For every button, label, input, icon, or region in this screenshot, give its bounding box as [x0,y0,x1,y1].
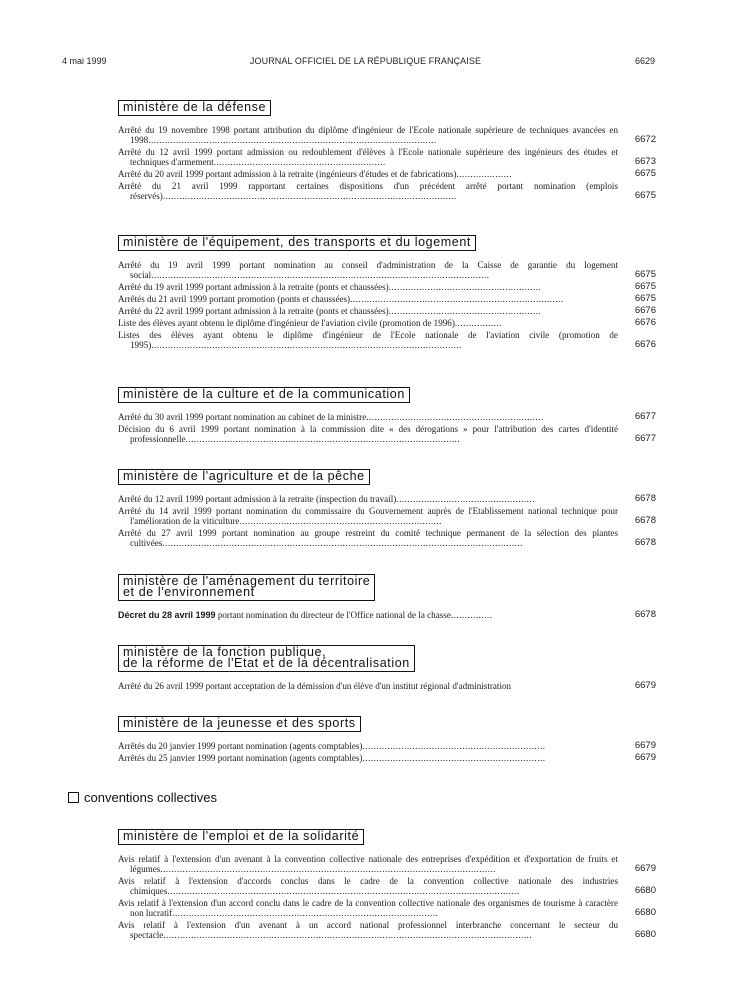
list-item: Liste des élèves ayant obtenu le diplôme d'ingénieur de l'aviation civile (promotion de 1996)................. 6676 [118,317,656,328]
list-item: Avis relatif à l'extension d'un avenant à un accord national professionnel interbranche concernant le secteur du spectacle..................................................................................................................................... 6680 [118,920,656,940]
list-item: Arrêté du 19 novembre 1998 portant attribution du diplôme d'ingénieur de l'Ecole nationale supérieure de techniques avancées en 1998........................................................................................................ 6672 [118,125,656,145]
section-title: ministère de l'équipement, des transports et du logement [118,235,476,251]
section-title: ministère de la jeunesse et des sports [118,716,361,732]
list-item: Arrêtés du 20 janvier 1999 portant nomination (agents comptables).................................................................. 6679 [118,740,656,751]
list-item: Décision du 6 avril 1999 portant nomination à la commission dite « des dérogations » pour l'attribution des cartes d'identité professionnelle................................................................................................... 6677 [118,424,656,444]
conventions-heading [68,790,217,805]
section-defense [118,98,656,203]
page-number: 6629 [634,56,655,66]
list-item: Arrêté du 22 avril 1999 portant admission à la retraite (ponts et chaussées)....................................................... 6676 [118,305,656,316]
entry-page: 6678 [634,537,656,548]
list-item: Avis relatif à l'extension d'un accord conclu dans le cadre de la convention collective nationale des organismes de tourisme à caractère non lucratif................................................................................................ 6680 [118,898,656,918]
section-title [118,574,375,601]
journal-title: JOURNAL OFFICIEL DE LA RÉPUBLIQUE FRANÇAISE [249,56,482,66]
entry-page: 6676 [634,317,656,328]
entry-page: 6680 [634,885,656,896]
section-equipement [118,233,656,352]
entry-page: 6675 [634,168,656,179]
header-date: 4 mai 1999 [62,56,107,66]
section-title-line: ministère de la fonction publique, [123,645,327,659]
entry-page: 6675 [634,269,656,280]
entry-page: 6679 [634,752,656,763]
section-agriculture [118,467,656,550]
list-item: Arrêté du 19 avril 1999 portant nomination au conseil d'administration de la Caisse de garantie du logement social.......................................................................................................................... 6675 [118,260,656,280]
list-item: Arrêté du 20 avril 1999 portant admission à la retraite (ingénieurs d'études et de fabrications).................... 6675 [118,168,656,179]
section-title-line: et de l'environnement [123,585,255,599]
list-item: Arrêté du 30 avril 1999 portant nomination au cabinet de la ministre................................................................ 6677 [118,411,656,422]
entry-page: 6679 [634,740,656,751]
entry-page: 6676 [634,339,656,350]
section-title: ministère de l'emploi et de la solidarité [118,829,364,845]
section-title [118,645,415,672]
entry-page: 6675 [634,190,656,201]
page-header [0,56,731,70]
entry-page: 6678 [634,493,656,504]
entry-page: 6675 [634,281,656,292]
entry-page: 6679 [634,863,656,874]
list-item: Arrêté du 12 avril 1999 portant admission à la retraite (inspection du travail).................................................. 6678 [118,493,656,504]
list-item: Arrêtés du 25 janvier 1999 portant nomination (agents comptables).................................................................. 6679 [118,752,656,763]
section-culture [118,385,656,446]
entry-page: 6678 [634,515,656,526]
entry-page: 6680 [634,907,656,918]
entry-page: 6677 [634,433,656,444]
entry-page: 6680 [634,929,656,940]
list-item: Listes des élèves ayant obtenu le diplôme d'ingénieur de l'Ecole nationale de l'aviation civile (promotion de 1995)................................................................................................................ 6676 [118,330,656,350]
entry-page: 6675 [634,293,656,304]
entry-page: 6679 [634,680,656,691]
section-title: ministère de la culture et de la communication [118,387,410,403]
list-item: Arrêté du 12 avril 1999 portant admission ou redoublement d'élèves à l'Ecole nationale supérieure des ingénieurs des études et techniques d'armement.............................................................. 6673 [118,147,656,167]
section-title: ministère de l'agriculture et de la pêche [118,469,370,485]
section-amenagement [118,574,656,622]
list-item: Avis relatif à l'extension d'accords conclus dans le cadre de la convention collective nationale des industries chimiques............................................................................................................................... 6680 [118,876,656,896]
list-item: Arrêté du 14 avril 1999 portant nomination du commissaire du Gouvernement auprès de l'Etablissement national technique pour l'amélioration de la viticulture......................................................................... 6678 [118,506,656,526]
entry-page: 6673 [634,156,656,167]
list-item: Arrêté du 27 avril 1999 portant nomination au groupe restreint du comité technique permanent de la sélection des plantes cultivées.................................................................................................................................. 6678 [118,528,656,548]
list-item: Arrêté du 19 avril 1999 portant admission à la retraite (ponts et chaussées)....................................................... 6675 [118,281,656,292]
list-item: Avis relatif à l'extension d'un avenant à la convention collective nationale des entreprises d'expédition et d'exportation de fruits et légumes......................................................................................................................... 6679 [118,854,656,874]
entry-bold: Décret du 28 avril 1999 [118,610,216,620]
section-jeunesse [118,714,656,765]
square-bullet-icon [68,792,79,803]
section-fonction-publique [118,645,656,693]
entry-page: 6677 [634,411,656,422]
section-emploi [118,827,656,942]
list-item: Décret du 28 avril 1999 portant nomination du directeur de l'Office national de la chasse............... 6678 [118,609,656,620]
entry-page: 6672 [634,134,656,145]
conventions-label: conventions collectives [84,790,217,805]
entry-page: 6678 [634,609,656,620]
section-title-line: ministère de l'aménagement du territoire [123,574,371,588]
list-item: Arrêtés du 21 avril 1999 portant promotion (ponts et chaussées)............................................................................. 6675 [118,293,656,304]
section-title-line: de la réforme de l'Etat et de la décentralisation [123,656,410,670]
list-item: Arrêté du 21 avril 1999 rapportant certaines dispositions d'un précédent arrêté portant nomination (emplois réservés).......................................................................................................... 6675 [118,181,656,201]
list-item: Arrêté du 26 avril 1999 portant acceptation de la démission d'un élève d'un institut régional d'administration 6679 [118,680,656,691]
entry-page: 6676 [634,305,656,316]
section-title: ministère de la défense [118,100,271,116]
